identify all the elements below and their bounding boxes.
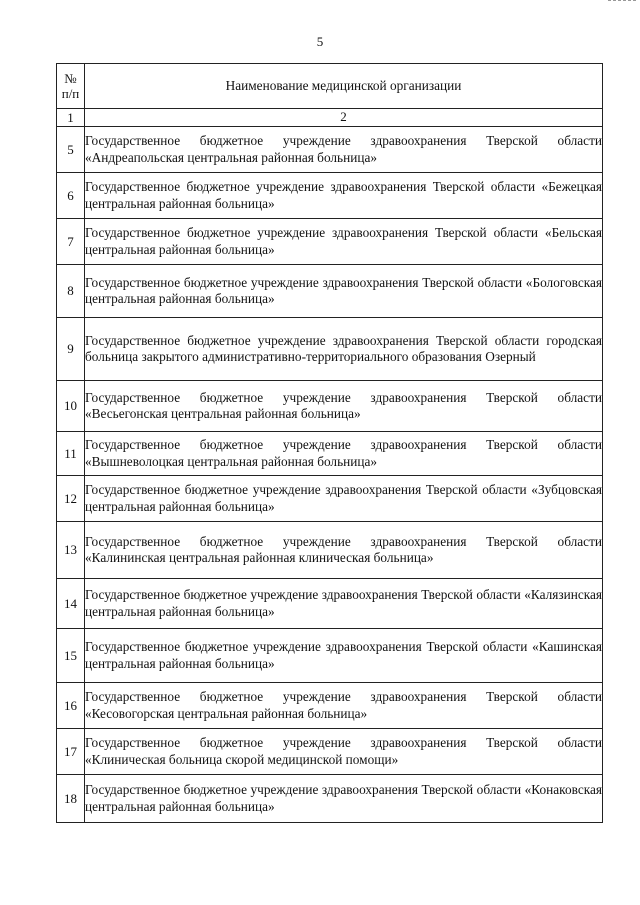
- organization-name: Государственное бюджетное учреждение здравоохранения Тверской области «Кесовогорская центральная районная больница»: [85, 683, 603, 729]
- organization-name: Государственное бюджетное учреждение здравоохранения Тверской области «Конаковская центральная районная больница»: [85, 775, 603, 823]
- row-number: 13: [57, 522, 85, 579]
- scan-edge-mark: [608, 0, 636, 7]
- organization-name: Государственное бюджетное учреждение здравоохранения Тверской области «Калининская центральная районная клиническая больница»: [85, 522, 603, 579]
- organization-name: Государственное бюджетное учреждение здравоохранения Тверской области «Клиническая больница скорой медицинской помощи»: [85, 729, 603, 775]
- table-row: [57, 775, 603, 823]
- row-number: 9: [57, 318, 85, 381]
- row-number: 14: [57, 579, 85, 629]
- table-header-row: [57, 64, 603, 109]
- organization-name: Государственное бюджетное учреждение здравоохранения Тверской области «Вышневолоцкая центральная районная больница»: [85, 432, 603, 476]
- column-index-1: 1: [57, 109, 85, 127]
- organization-name: Государственное бюджетное учреждение здравоохранения Тверской области «Бологовская центральная районная больница»: [85, 265, 603, 318]
- organization-name: Государственное бюджетное учреждение здравоохранения Тверской области «Андреапольская центральная районная больница»: [85, 127, 603, 173]
- header-name-cell: [85, 64, 603, 109]
- row-number: 7: [57, 219, 85, 265]
- header-number-cell: [57, 64, 85, 109]
- table-row: [57, 265, 603, 318]
- organization-name: Государственное бюджетное учреждение здравоохранения Тверской области «Бежецкая центральная районная больница»: [85, 173, 603, 219]
- row-number: 10: [57, 381, 85, 432]
- row-number: 12: [57, 476, 85, 522]
- organization-name: Государственное бюджетное учреждение здравоохранения Тверской области «Бельская центральная районная больница»: [85, 219, 603, 265]
- organization-name: Государственное бюджетное учреждение здравоохранения Тверской области городская больница закрытого административно-территориального образования Озерный: [85, 318, 603, 381]
- header-name-label: Наименование медицинской организации: [225, 77, 462, 93]
- table-row: [57, 683, 603, 729]
- table-row: [57, 318, 603, 381]
- table-row: [57, 173, 603, 219]
- header-number-label: № п/п: [61, 71, 80, 101]
- row-number: 16: [57, 683, 85, 729]
- page-number: 5: [316, 34, 324, 49]
- row-number: 11: [57, 432, 85, 476]
- organization-name: Государственное бюджетное учреждение здравоохранения Тверской области «Калязинская центральная районная больница»: [85, 579, 603, 629]
- column-index-row: [57, 109, 603, 127]
- table-row: [57, 127, 603, 173]
- column-index-2: 2: [85, 109, 603, 127]
- table-row: [57, 219, 603, 265]
- table-row: [57, 476, 603, 522]
- organization-name: Государственное бюджетное учреждение здравоохранения Тверской области «Весьегонская центральная районная больница»: [85, 381, 603, 432]
- row-number: 18: [57, 775, 85, 823]
- organizations-table: [56, 63, 603, 823]
- row-number: 8: [57, 265, 85, 318]
- table-row: [57, 579, 603, 629]
- row-number: 6: [57, 173, 85, 219]
- row-number: 17: [57, 729, 85, 775]
- row-number: 15: [57, 629, 85, 683]
- table-row: [57, 381, 603, 432]
- table-row: [57, 522, 603, 579]
- organization-name: Государственное бюджетное учреждение здравоохранения Тверской области «Кашинская центральная районная больница»: [85, 629, 603, 683]
- organization-name: Государственное бюджетное учреждение здравоохранения Тверской области «Зубцовская центральная районная больница»: [85, 476, 603, 522]
- table-row: [57, 629, 603, 683]
- table-row: [57, 729, 603, 775]
- row-number: 5: [57, 127, 85, 173]
- table-row: [57, 432, 603, 476]
